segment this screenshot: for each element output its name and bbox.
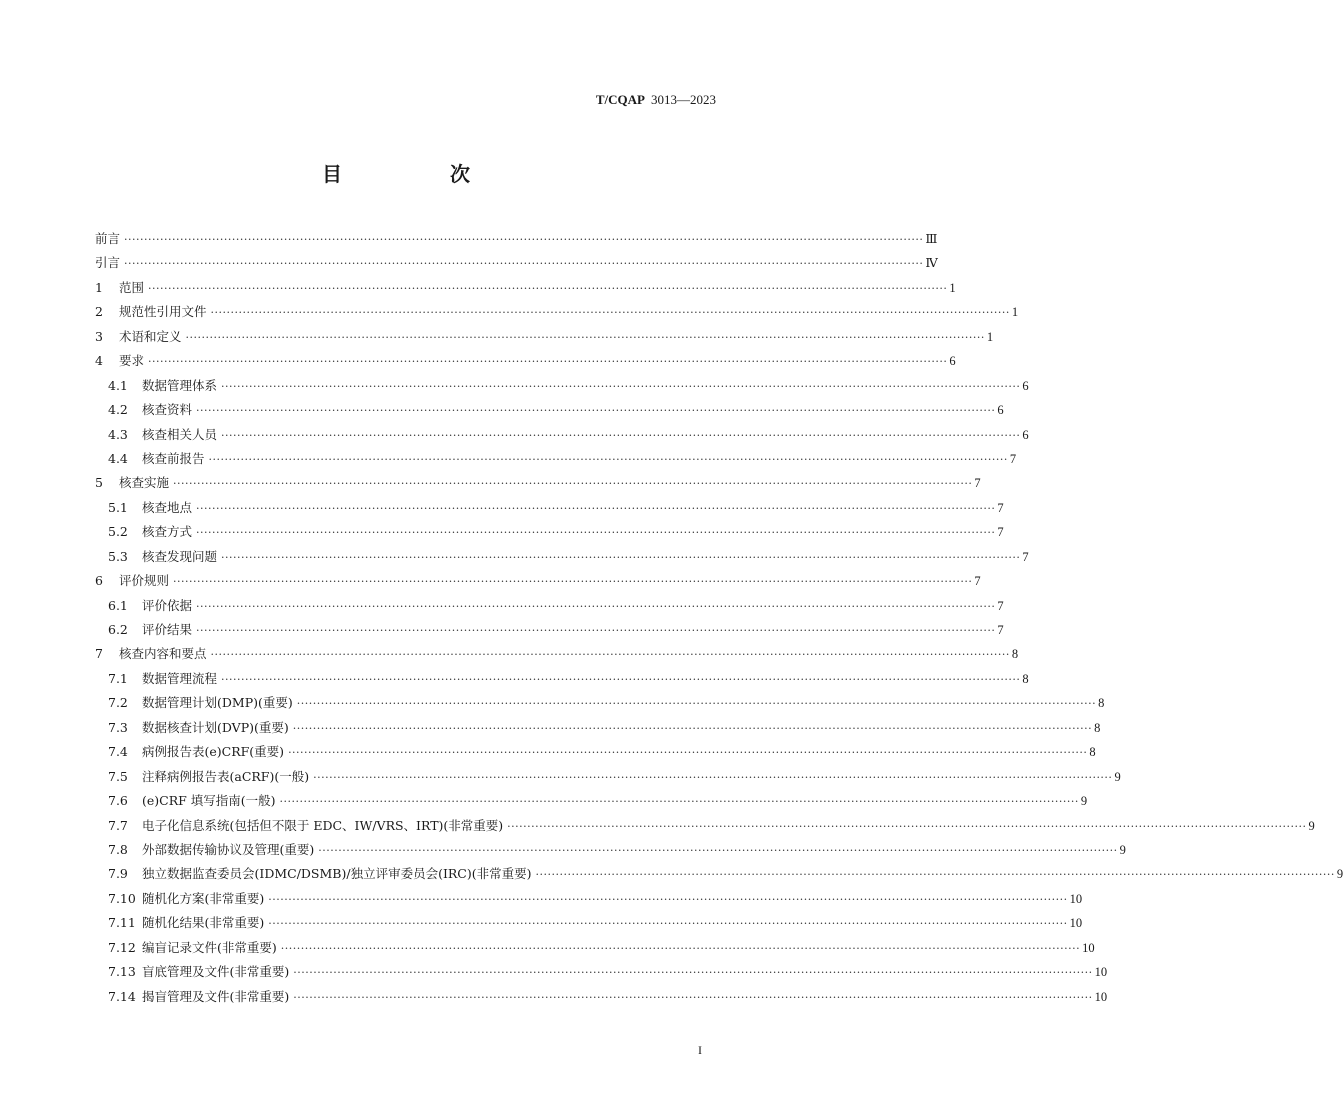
toc-leader-dots: ········································································································································································································ [208, 452, 1008, 466]
toc-leader-dots: ········································································································································································································ [279, 795, 1079, 809]
toc-entry[interactable] [95, 960, 1108, 984]
toc-entry-page: 7 [1022, 549, 1029, 564]
toc-entry[interactable] [95, 618, 1004, 642]
toc-entry-title: 核查资料 [142, 402, 193, 418]
toc-leader-dots: ········································································································································································································ [288, 746, 1088, 760]
toc-entry[interactable] [95, 642, 1019, 666]
toc-entry-number: 6.1 [108, 597, 128, 613]
toc-entry-page: 6 [1022, 378, 1029, 393]
toc-entry-page: 10 [1069, 891, 1083, 906]
toc-entry-number: 4.4 [108, 450, 128, 466]
toc-entry[interactable] [95, 911, 1083, 935]
toc-entry-title: 核查发现问题 [142, 548, 218, 564]
toc-entry[interactable] [95, 276, 956, 300]
toc-entry[interactable] [95, 887, 1083, 911]
toc-leader-dots: ········································································································································································································ [535, 868, 1335, 882]
toc-entry-title: 随机化方案(非常重要) [142, 890, 265, 906]
toc-entry[interactable] [95, 862, 1343, 886]
toc-entry[interactable] [95, 838, 1126, 862]
toc-entry-number: 7.6 [108, 793, 128, 809]
toc-entry-page: 1 [1011, 305, 1019, 320]
toc-entry-title: 规范性引用文件 [119, 304, 207, 320]
toc-leader-dots: ········································································································································································································ [293, 966, 1093, 980]
toc-entry-page: 10 [1069, 916, 1083, 931]
toc-entry-page: 9 [1308, 818, 1315, 833]
toc-entry[interactable] [95, 594, 1004, 618]
toc-entry[interactable] [95, 325, 994, 349]
toc-entry-page: 1 [986, 329, 994, 344]
toc-leader-dots: ········································································································································································································ [148, 355, 948, 369]
toc-entry[interactable] [95, 545, 1029, 569]
toc-entry[interactable] [95, 398, 1004, 422]
toc-entry-title: 术语和定义 [119, 328, 182, 344]
toc-entry-number: 7.12 [108, 939, 136, 955]
toc-entry-title: 盲底管理及文件(非常重要) [142, 964, 290, 980]
toc-entry[interactable] [95, 569, 981, 593]
toc-entry-page: 9 [1114, 769, 1121, 784]
toc-entry-number: 5.3 [108, 548, 128, 564]
toc-entry-page: 8 [1098, 696, 1105, 711]
toc-entry[interactable] [95, 765, 1121, 789]
toc-entry-number: 7.3 [108, 719, 128, 735]
toc-entry[interactable] [95, 374, 1029, 398]
toc-leader-dots: ········································································································································································································ [293, 990, 1093, 1004]
toc-entry-title: 数据管理流程 [142, 670, 218, 686]
toc-entry-page: 7 [974, 476, 981, 491]
toc-leader-dots: ········································································································································································································ [196, 599, 996, 613]
toc-entry[interactable] [95, 447, 1017, 471]
toc-entry-page: 10 [1094, 965, 1108, 980]
toc-entry[interactable] [95, 349, 956, 373]
toc-entry-page: 7 [997, 525, 1004, 540]
toc-entry[interactable] [95, 227, 938, 251]
toc-entry-page: 6 [949, 354, 956, 369]
toc-entry-number: 5.2 [108, 524, 128, 540]
toc-entry-page: Ⅳ [925, 256, 938, 271]
toc-entry-title: 核查内容和要点 [119, 646, 207, 662]
toc-entry-page: 10 [1094, 989, 1108, 1004]
document-code-prefix: T/CQAP [595, 92, 645, 107]
toc-leader-dots: ········································································································································································································ [173, 575, 973, 589]
toc-entry-title: 注释病例报告表(aCRF)(一般) [142, 768, 310, 784]
toc-leader-dots: ········································································································································································································ [196, 624, 996, 637]
toc-entry-page: 7 [1009, 451, 1017, 466]
toc-entry-title: 病例报告表(e)CRF(重要) [142, 744, 285, 760]
toc-entry-page: 1 [949, 280, 956, 295]
toc-entry-title: 电子化信息系统(包括但不限于 EDC、IW/VRS、IRT)(非常重要) [142, 817, 504, 833]
toc-entry[interactable] [95, 300, 1019, 324]
toc-entry-title: 核查相关人员 [142, 426, 218, 442]
toc-entry-page: 8 [1022, 671, 1029, 686]
toc-entry-number: 6.2 [108, 622, 128, 637]
document-code [596, 92, 716, 108]
toc-leader-dots: ········································································································································································································ [268, 917, 1068, 931]
toc-leader-dots: ········································································································································································································ [148, 281, 948, 295]
toc-entry-page: 8 [1011, 647, 1019, 662]
toc-entry-page: 9 [1080, 794, 1088, 809]
toc-entry-title: 核查地点 [142, 499, 193, 515]
toc-leader-dots: ········································································································································································································ [196, 501, 996, 515]
toc-entry-number: 4.2 [108, 402, 128, 418]
toc-entry-number: 7 [95, 646, 103, 662]
toc-entry-title: 要求 [119, 353, 145, 369]
toc-entry-title: 数据管理计划(DMP)(重要) [142, 695, 293, 711]
toc-entry[interactable] [95, 496, 1004, 520]
toc-leader-dots: ········································································································································································································ [221, 428, 1021, 442]
toc-leader-dots: ········································································································································································································ [507, 819, 1307, 833]
toc-leader-dots: ········································································································································································································ [185, 330, 985, 344]
toc-entry-number: 5.1 [108, 499, 128, 515]
toc-entry[interactable] [95, 985, 1108, 1009]
toc-entry-number: 7.9 [108, 866, 128, 882]
toc-leader-dots: ········································································································································································································ [210, 306, 1010, 320]
toc-entry-title: 数据核查计划(DVP)(重要) [142, 719, 289, 735]
toc-leader-dots: ········································································································································································································ [280, 941, 1081, 955]
toc-entry-number: 7.5 [108, 768, 128, 784]
toc-entry[interactable] [95, 251, 938, 275]
toc-leader-dots: ········································································································································································································ [318, 843, 1118, 857]
toc-entry-number: 1 [95, 279, 103, 295]
toc-entry[interactable] [95, 814, 1315, 838]
toc-entry-number: 4.3 [108, 426, 128, 442]
table-of-contents [95, 227, 1343, 1009]
toc-entry-title: 评价依据 [142, 597, 193, 613]
toc-entry-number: 7.13 [108, 964, 136, 980]
toc-leader-dots: ········································································································································································································ [296, 697, 1097, 711]
toc-entry-title: 评价结果 [142, 622, 193, 637]
toc-entry[interactable] [95, 789, 1088, 813]
toc-entry-page: 7 [997, 623, 1004, 637]
toc-entry-page: 8 [1094, 720, 1101, 735]
toc-entry-title: 核查前报告 [142, 450, 205, 466]
toc-entry-title: 范围 [119, 279, 145, 295]
toc-entry-number: 7.2 [108, 695, 128, 711]
toc-entry-title: 揭盲管理及文件(非常重要) [142, 988, 290, 1004]
toc-entry-number: 7.1 [108, 670, 128, 686]
toc-entry-number: 7.8 [108, 841, 128, 857]
toc-entry[interactable] [95, 423, 1029, 447]
toc-entry-title: 编盲记录文件(非常重要) [142, 939, 277, 955]
toc-entry[interactable] [95, 740, 1096, 764]
toc-entry-page: 7 [997, 500, 1004, 515]
toc-entry-number: 2 [95, 304, 103, 320]
toc-entry-page: 10 [1082, 940, 1095, 955]
toc-entry-number: 5 [95, 475, 103, 491]
toc-leader-dots: ········································································································································································································ [313, 770, 1113, 784]
toc-entry-page: 9 [1336, 867, 1343, 882]
toc-entry-number: 7.11 [108, 915, 136, 931]
page-title: 目 次 [322, 162, 514, 186]
toc-entry-title: 随机化结果(非常重要) [142, 915, 265, 931]
toc-entry-title: 前言 [95, 231, 121, 246]
toc-leader-dots: ········································································································································································································ [221, 672, 1021, 686]
toc-entry-number: 6 [95, 573, 103, 589]
toc-entry-page: 9 [1119, 842, 1126, 857]
toc-entry-number: 7.10 [108, 890, 136, 906]
toc-entry[interactable] [95, 471, 981, 495]
page-number: I [698, 1043, 702, 1057]
toc-entry-title: 外部数据传输协议及管理(重要) [142, 841, 315, 857]
toc-entry-number: 7.7 [108, 817, 128, 833]
toc-entry-number: 3 [95, 328, 103, 344]
toc-entry[interactable] [95, 667, 1029, 691]
toc-entry-page: 8 [1089, 745, 1096, 760]
toc-entry-title: 引言 [95, 255, 121, 271]
toc-entry-title: 核查方式 [142, 524, 193, 540]
toc-leader-dots: ········································································································································································································ [196, 404, 996, 418]
document-code-number: 3013—2023 [651, 92, 716, 107]
toc-leader-dots: ········································································································································································································ [210, 648, 1010, 662]
toc-leader-dots: ········································································································································································································ [124, 233, 924, 246]
toc-leader-dots: ········································································································································································································ [173, 477, 973, 491]
toc-entry[interactable] [95, 520, 1004, 544]
toc-leader-dots: ········································································································································································································ [268, 892, 1068, 906]
toc-entry-number: 4.1 [108, 377, 128, 393]
toc-leader-dots: ········································································································································································································ [124, 257, 924, 271]
toc-entry[interactable] [95, 691, 1105, 715]
toc-entry-title: (e)CRF 填写指南(一般) [142, 793, 276, 809]
toc-entry-title: 独立数据监查委员会(IDMC/DSMB)/独立评审委员会(IRC)(非常重要) [142, 866, 532, 882]
toc-entry-page: 6 [1022, 427, 1029, 442]
toc-leader-dots: ········································································································································································································ [292, 721, 1093, 735]
toc-entry[interactable] [95, 936, 1095, 960]
toc-entry-number: 7.14 [108, 988, 136, 1004]
toc-entry-number: 7.4 [108, 744, 128, 760]
toc-entry-number: 4 [95, 353, 103, 369]
toc-entry-page: 6 [997, 403, 1004, 418]
toc-entry[interactable] [95, 716, 1101, 740]
toc-entry-title: 核查实施 [119, 475, 170, 491]
toc-entry-title: 评价规则 [119, 573, 170, 589]
toc-entry-page: 7 [974, 574, 981, 589]
toc-leader-dots: ········································································································································································································ [221, 550, 1021, 564]
toc-entry-page: Ⅲ [925, 232, 938, 246]
toc-entry-page: 7 [997, 598, 1004, 613]
toc-leader-dots: ········································································································································································································ [196, 526, 996, 540]
toc-entry-title: 数据管理体系 [142, 377, 218, 393]
toc-leader-dots: ········································································································································································································ [221, 379, 1021, 393]
